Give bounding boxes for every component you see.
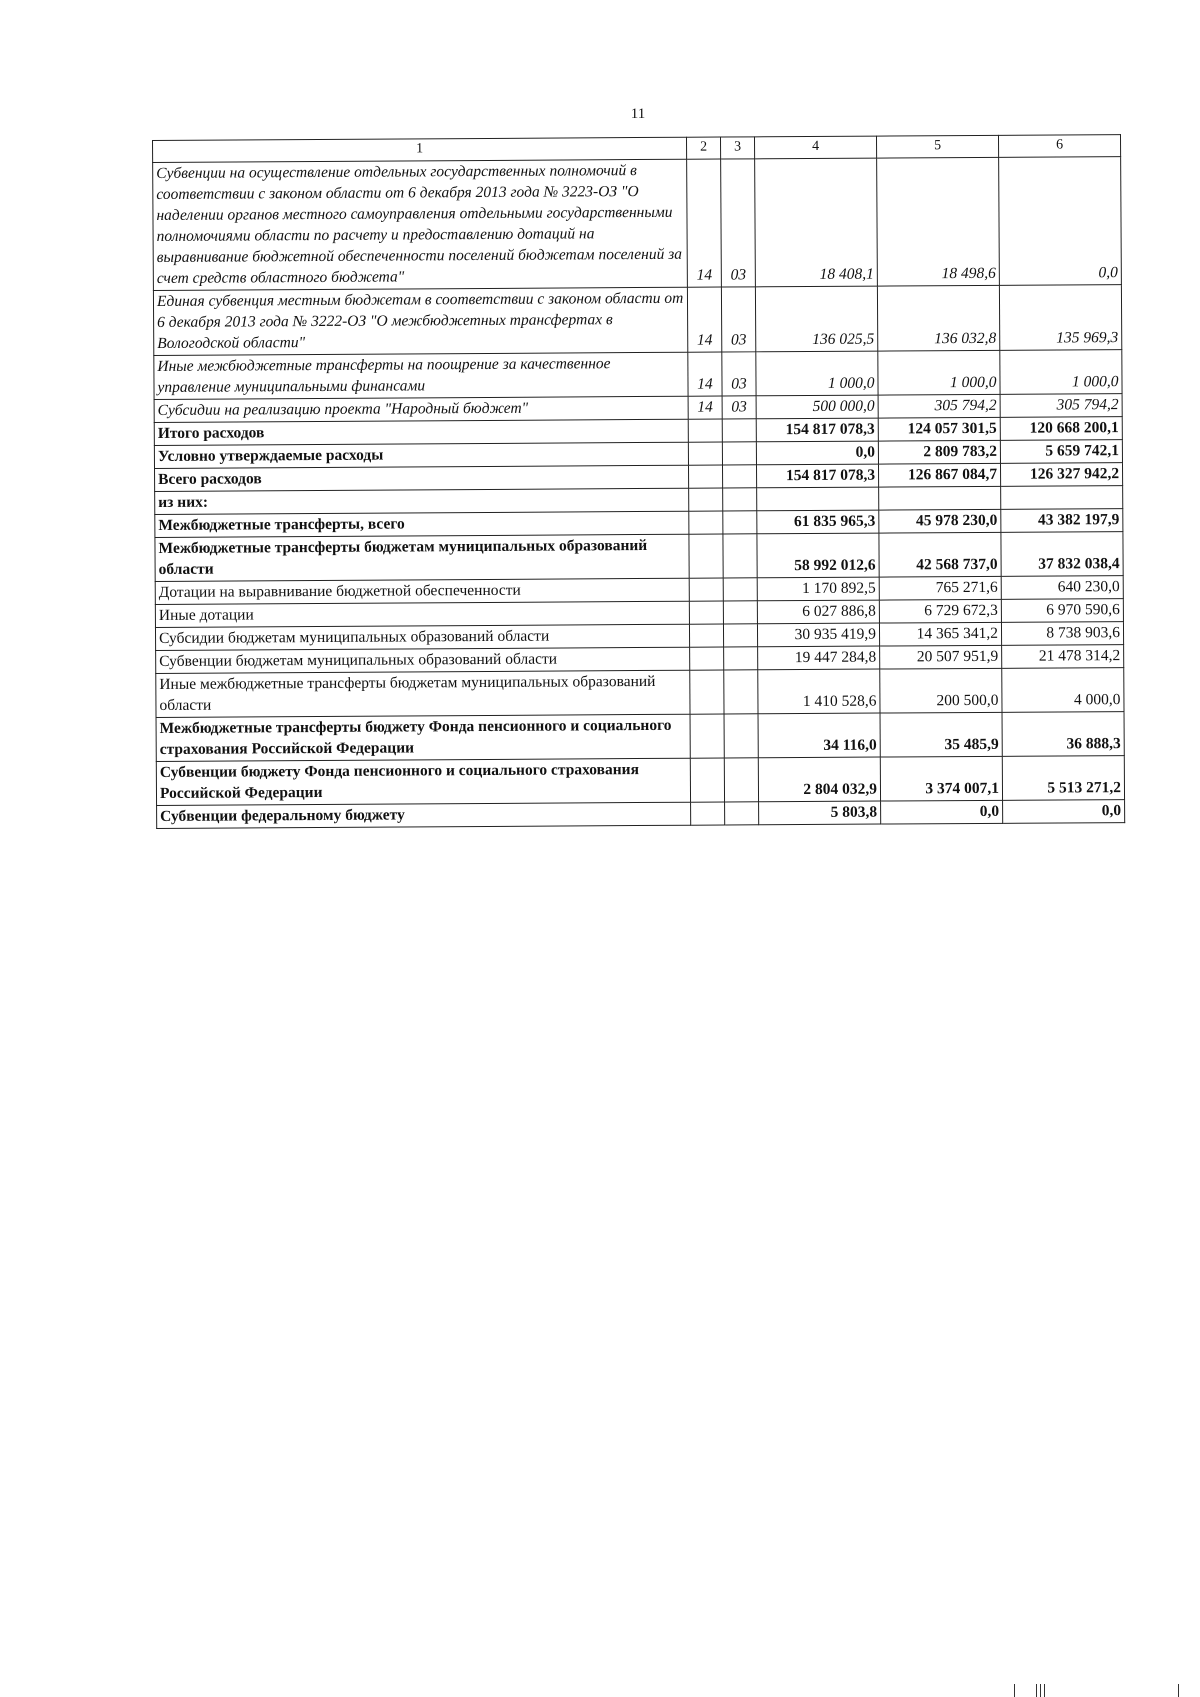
row-code-cell: 03 bbox=[721, 287, 755, 352]
row-name-cell: Межбюджетные трансферты бюджету Фонда пенсионного и социального страхования Российской Федерации bbox=[156, 714, 690, 761]
row-code-cell bbox=[723, 624, 757, 647]
row-code-cell bbox=[722, 465, 756, 488]
page-number: 11 bbox=[630, 106, 646, 122]
row-code-cell bbox=[689, 578, 723, 601]
row-name-cell: Межбюджетные трансферты бюджетам муниципальных образований области bbox=[155, 534, 689, 581]
row-code-cell bbox=[689, 488, 723, 511]
row-value-cell: 2 804 032,9 bbox=[758, 757, 880, 802]
row-value-cell: 58 992 012,6 bbox=[757, 533, 879, 578]
row-code-cell bbox=[724, 670, 758, 714]
row-code-cell: 14 bbox=[687, 159, 722, 287]
row-code-cell bbox=[723, 534, 757, 578]
table-row bbox=[154, 350, 1122, 400]
column-header-1: 1 bbox=[153, 137, 687, 162]
row-value-cell: 6 970 590,6 bbox=[1001, 599, 1123, 623]
row-value-cell: 0,0 bbox=[756, 441, 878, 465]
scan-mark bbox=[1044, 1684, 1045, 1697]
row-value-cell: 305 794,2 bbox=[878, 394, 1000, 418]
budget-table-body bbox=[153, 135, 1125, 829]
row-value-cell: 200 500,0 bbox=[880, 668, 1002, 713]
row-code-cell bbox=[723, 488, 757, 511]
row-name-cell: Субвенции бюджету Фонда пенсионного и социального страхования Российской Федерации bbox=[156, 758, 690, 805]
column-header-5: 5 bbox=[876, 135, 998, 158]
row-name-cell: Субвенции федеральному бюджету bbox=[157, 802, 691, 828]
row-value-cell: 14 365 341,2 bbox=[879, 622, 1001, 646]
table-row bbox=[156, 712, 1124, 762]
row-value-cell: 500 000,0 bbox=[756, 395, 878, 419]
row-value-cell: 1 000,0 bbox=[878, 350, 1000, 395]
row-value-cell: 0,0 bbox=[881, 800, 1003, 824]
column-header-6: 6 bbox=[998, 135, 1120, 158]
row-value-cell: 42 568 737,0 bbox=[879, 532, 1001, 577]
row-name-cell: Межбюджетные трансферты, всего bbox=[155, 511, 689, 537]
column-header-3: 3 bbox=[720, 137, 754, 159]
row-code-cell bbox=[724, 647, 758, 670]
row-value-cell: 305 794,2 bbox=[1000, 394, 1122, 418]
row-value-cell: 35 485,9 bbox=[880, 712, 1002, 757]
row-code-cell bbox=[689, 511, 723, 534]
table-row bbox=[155, 532, 1123, 582]
row-value-cell: 4 000,0 bbox=[1002, 668, 1124, 713]
scan-mark bbox=[1014, 1684, 1015, 1697]
row-value-cell bbox=[1001, 486, 1123, 510]
row-code-cell bbox=[690, 714, 724, 758]
row-value-cell: 43 382 197,9 bbox=[1001, 509, 1123, 533]
row-value-cell bbox=[757, 487, 879, 511]
row-name-cell: Субвенции на осуществление отдельных государственных полномочий в соответствии с законом области от 6 декабря 2013 года № 3223-ОЗ "О наделении органов местного самоуправления отдельными государственными полномочиями области по расчету и предоставлению дотаций на выравнивание бюджетной обеспеченности поселений бюджетам поселений за счет средств областного бюджета" bbox=[153, 159, 688, 290]
row-code-cell bbox=[689, 601, 723, 624]
row-code-cell bbox=[688, 442, 722, 465]
row-code-cell: 14 bbox=[687, 287, 721, 352]
row-code-cell bbox=[723, 601, 757, 624]
row-value-cell: 124 057 301,5 bbox=[878, 417, 1000, 441]
row-value-cell: 61 835 965,3 bbox=[757, 510, 879, 534]
table-row bbox=[153, 285, 1121, 356]
column-header-4: 4 bbox=[754, 136, 876, 159]
row-name-cell: Субвенции бюджетам муниципальных образований области bbox=[156, 647, 690, 673]
row-code-cell bbox=[688, 465, 722, 488]
column-header-2: 2 bbox=[686, 137, 720, 159]
row-code-cell: 14 bbox=[688, 352, 722, 396]
row-value-cell: 5 659 742,1 bbox=[1000, 440, 1122, 464]
table-row bbox=[153, 157, 1122, 291]
row-code-cell bbox=[724, 758, 758, 802]
row-value-cell: 126 867 084,7 bbox=[878, 463, 1000, 487]
table-row bbox=[156, 668, 1124, 718]
row-code-cell bbox=[690, 647, 724, 670]
row-name-cell: Итого расходов bbox=[154, 419, 688, 445]
row-value-cell: 1 000,0 bbox=[1000, 350, 1122, 395]
row-code-cell: 14 bbox=[688, 396, 722, 419]
row-value-cell: 0,0 bbox=[1003, 800, 1125, 824]
row-value-cell: 8 738 903,6 bbox=[1001, 622, 1123, 646]
row-code-cell bbox=[688, 419, 722, 442]
row-name-cell: из них: bbox=[155, 488, 689, 514]
row-code-cell bbox=[691, 802, 725, 825]
row-code-cell: 03 bbox=[722, 396, 756, 419]
row-value-cell: 6 027 886,8 bbox=[757, 600, 879, 624]
row-value-cell: 154 817 078,3 bbox=[756, 464, 878, 488]
row-value-cell: 30 935 419,9 bbox=[757, 623, 879, 647]
row-code-cell bbox=[724, 714, 758, 758]
row-code-cell bbox=[690, 758, 724, 802]
table-row bbox=[157, 800, 1125, 829]
table-row bbox=[156, 756, 1124, 806]
row-value-cell: 36 888,3 bbox=[1002, 712, 1124, 757]
row-value-cell: 18 498,6 bbox=[877, 157, 1000, 286]
row-value-cell: 5 803,8 bbox=[759, 801, 881, 825]
row-code-cell bbox=[689, 624, 723, 647]
row-value-cell: 1 000,0 bbox=[756, 351, 878, 396]
row-value-cell: 765 271,6 bbox=[879, 576, 1001, 600]
row-name-cell: Субсидии бюджетам муниципальных образований области bbox=[155, 624, 689, 650]
row-value-cell: 45 978 230,0 bbox=[879, 509, 1001, 533]
row-value-cell bbox=[879, 486, 1001, 510]
row-code-cell: 03 bbox=[722, 352, 756, 396]
row-name-cell: Иные межбюджетные трансферты бюджетам муниципальных образований области bbox=[156, 670, 690, 717]
row-name-cell: Дотации на выравнивание бюджетной обеспеченности bbox=[155, 578, 689, 604]
scan-mark bbox=[1040, 1684, 1041, 1697]
row-value-cell: 136 025,5 bbox=[755, 286, 877, 352]
row-name-cell: Единая субвенция местным бюджетам в соответствии с законом области от 6 декабря 2013 года № 3222-ОЗ "О межбюджетных трансфертах в Вологодской области" bbox=[153, 287, 687, 355]
row-value-cell: 34 116,0 bbox=[758, 713, 880, 758]
budget-sheet bbox=[152, 134, 1125, 829]
row-code-cell bbox=[722, 419, 756, 442]
row-value-cell: 37 832 038,4 bbox=[1001, 532, 1123, 577]
row-code-cell bbox=[723, 578, 757, 601]
row-value-cell: 1 410 528,6 bbox=[758, 669, 880, 714]
row-name-cell: Всего расходов bbox=[155, 465, 689, 491]
row-value-cell: 1 170 892,5 bbox=[757, 577, 879, 601]
row-value-cell: 18 408,1 bbox=[755, 158, 878, 287]
scan-mark bbox=[1036, 1684, 1037, 1697]
row-value-cell: 154 817 078,3 bbox=[756, 418, 878, 442]
row-value-cell: 135 969,3 bbox=[999, 285, 1121, 351]
row-name-cell: Субсидии на реализацию проекта "Народный бюджет" bbox=[154, 396, 688, 422]
row-code-cell bbox=[723, 511, 757, 534]
row-value-cell: 126 327 942,2 bbox=[1000, 463, 1122, 487]
row-value-cell: 120 668 200,1 bbox=[1000, 417, 1122, 441]
row-value-cell: 640 230,0 bbox=[1001, 576, 1123, 600]
row-value-cell: 20 507 951,9 bbox=[880, 645, 1002, 669]
row-name-cell: Условно утверждаемые расходы bbox=[154, 442, 688, 468]
row-value-cell: 5 513 271,2 bbox=[1002, 756, 1124, 801]
scan-mark bbox=[1178, 1684, 1179, 1697]
row-value-cell: 2 809 783,2 bbox=[878, 440, 1000, 464]
row-name-cell: Иные дотации bbox=[155, 601, 689, 627]
row-code-cell bbox=[725, 802, 759, 825]
row-code-cell bbox=[689, 534, 723, 578]
row-value-cell: 136 032,8 bbox=[877, 285, 999, 351]
row-value-cell: 6 729 672,3 bbox=[879, 599, 1001, 623]
row-code-cell bbox=[690, 670, 724, 714]
row-code-cell bbox=[722, 442, 756, 465]
row-value-cell: 21 478 314,2 bbox=[1002, 645, 1124, 669]
row-name-cell: Иные межбюджетные трансферты на поощрение за качественное управление муниципальными финансами bbox=[154, 352, 688, 399]
row-value-cell: 0,0 bbox=[999, 157, 1122, 286]
budget-table bbox=[152, 134, 1125, 829]
row-value-cell: 19 447 284,8 bbox=[758, 646, 880, 670]
row-value-cell: 3 374 007,1 bbox=[880, 756, 1002, 801]
row-code-cell: 03 bbox=[721, 159, 756, 287]
